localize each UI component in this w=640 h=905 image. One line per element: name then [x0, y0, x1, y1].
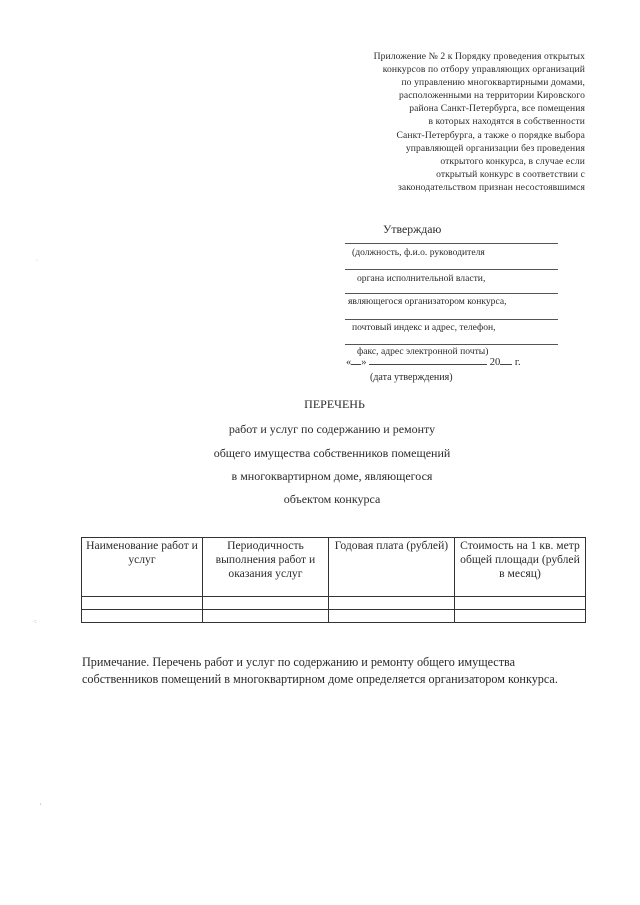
appendix-line: по управлению многоквартирными домами, [401, 77, 585, 89]
table-cell [454, 597, 585, 610]
day-blank [351, 364, 361, 365]
signature-line [345, 268, 558, 270]
date-open-quote: « [346, 357, 352, 368]
subtitle-line: в многоквартирном доме, являющегося [231, 469, 433, 483]
appendix-line: в которых находятся в собственности [428, 116, 585, 128]
table-cell [202, 610, 328, 623]
appendix-line: управляющей организации без проведения [405, 142, 585, 154]
appendix-line: законодательством признан несостоявшимся [397, 181, 585, 193]
approve-heading: Утверждаю [383, 222, 442, 236]
signature-label: органа исполнительной власти, [357, 273, 486, 284]
table-cell [328, 597, 454, 610]
signature-line [345, 318, 558, 320]
table-cell [202, 597, 328, 610]
table-cell [82, 610, 203, 623]
signature-line [345, 343, 558, 345]
year-suffix: г. [514, 357, 521, 368]
appendix-line: расположенными на территории Кировского [398, 90, 585, 102]
table-header-row [82, 538, 586, 597]
column-header: Стоимость на 1 кв. метр общей площади (рублей в месяц) [454, 538, 585, 597]
signature-label: факс, адрес электронной почты) [357, 346, 489, 357]
appendix-line: района Санкт-Петербурга, все помещения [409, 103, 585, 115]
year-prefix: 20 [489, 357, 501, 368]
appendix-line: открытого конкурса, в случае если [440, 155, 585, 167]
table-cell [454, 610, 585, 623]
signature-label: являющегося организатором конкурса, [348, 296, 507, 307]
table-cell [328, 610, 454, 623]
works-table [81, 537, 586, 623]
table-row [82, 597, 586, 610]
year-blank [500, 364, 512, 365]
scan-speck: · [36, 258, 38, 264]
signature-label: (должность, ф.и.о. руководителя [352, 247, 485, 258]
signature-label: почтовый индекс и адрес, телефон, [352, 322, 496, 333]
column-header: Периодичность выполнения работ и оказания услуг [202, 538, 328, 597]
note-paragraph: Примечание. Перечень работ и услуг по содержанию и ремонту общего имущества собственников помещений в многоквартирном доме определяется организатором конкурса. [82, 655, 558, 686]
subtitle-line: объектом конкурса [283, 492, 381, 506]
appendix-line: Приложение № 2 к Порядку проведения открытых [373, 51, 585, 62]
appendix-line: конкурсов по отбору управляющих организаций [382, 64, 585, 76]
appendix-header [340, 50, 585, 194]
approval-date-line [346, 357, 521, 368]
table-cell [82, 597, 203, 610]
appendix-line: открытый конкурс в соответствии с [436, 168, 585, 180]
appendix-line: Санкт-Петербурга, а также о порядке выбора [396, 129, 585, 141]
column-header: Годовая плата (рублей) [328, 538, 454, 597]
date-caption: (дата утверждения) [370, 372, 453, 383]
subtitle-line: общего имущества собственников помещений [213, 446, 451, 460]
signature-line [345, 292, 558, 294]
scan-speck: ·: [33, 619, 37, 625]
date-close-quote: » [361, 357, 367, 368]
document-title: ПЕРЕЧЕНЬ [304, 397, 365, 411]
signature-line [345, 242, 558, 244]
month-blank [369, 364, 487, 365]
table-row [82, 610, 586, 623]
subtitle-line: работ и услуг по содержанию и ремонту [228, 422, 436, 436]
column-header: Наименование работ и услуг [82, 538, 203, 597]
scan-speck: , [40, 800, 42, 806]
